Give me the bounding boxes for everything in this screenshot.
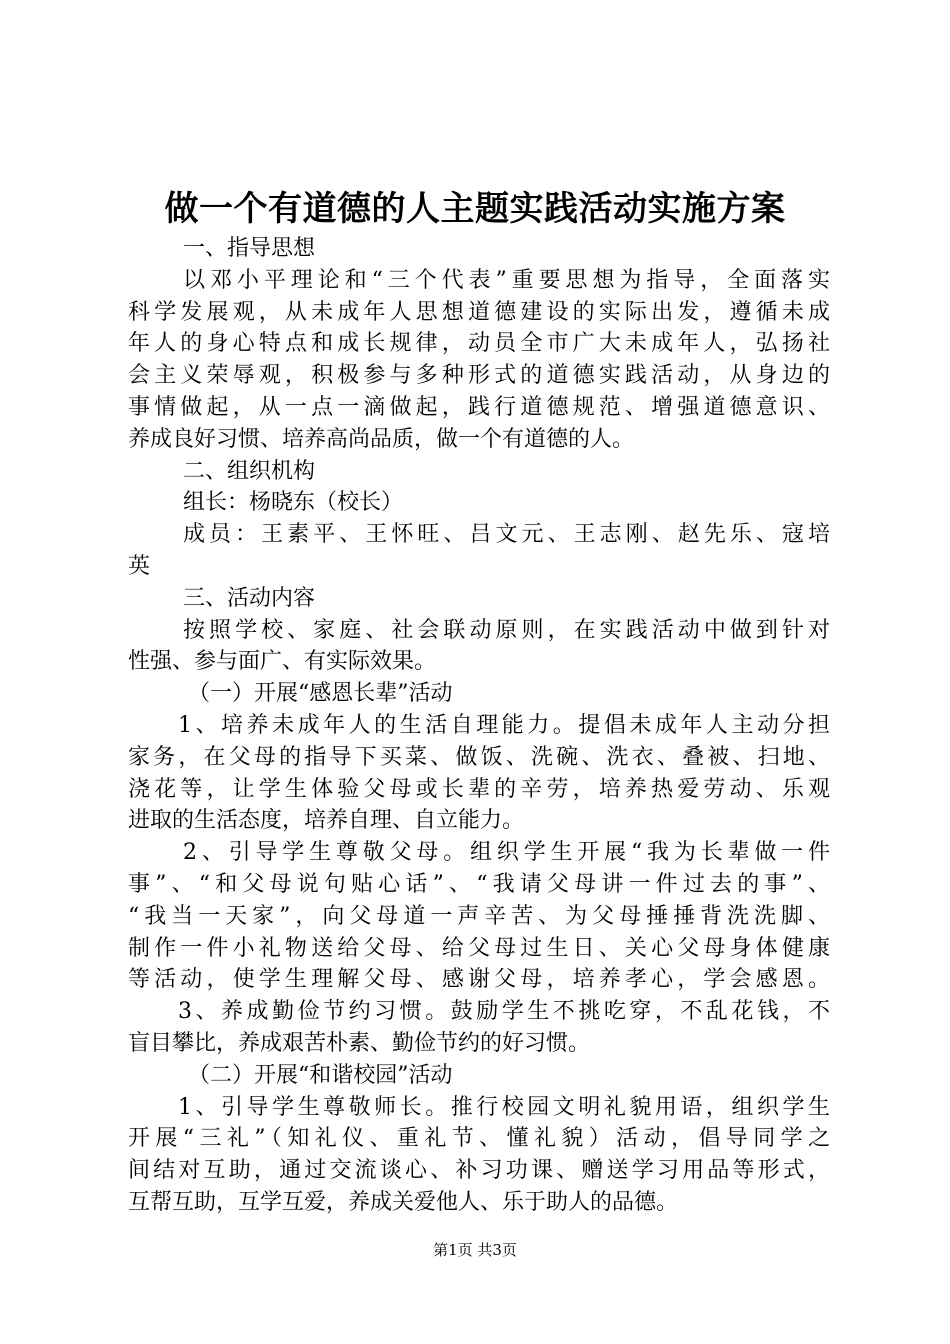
paragraph-line: 2、引导学生尊敬父母。组织学生开展“我为长辈做一件	[183, 840, 830, 866]
paragraph-line: 盲目攀比，养成艰苦朴素、勤俭节约的好习惯。	[128, 1030, 591, 1056]
paragraph-line: 科学发展观，从未成年人思想道德建设的实际出发，遵循未成	[128, 299, 830, 325]
paragraph-line: 制作一件小礼物送给父母、给父母过生日、关心父母身体健康	[128, 935, 830, 961]
section-heading: 三、活动内容	[183, 585, 316, 611]
paragraph-line: 开展“三礼”（知礼仪、重礼节、懂礼貌）活动，倡导同学之	[128, 1126, 830, 1152]
paragraph-line: 家务，在父母的指导下买菜、做饭、洗碗、洗衣、叠被、扫地、	[128, 744, 830, 770]
subsection-heading: （一）开展“感恩长辈”活动	[188, 681, 453, 707]
paragraph-line: 以邓小平理论和“三个代表”重要思想为指导，全面落实	[183, 267, 830, 293]
paragraph-line: 事情做起，从一点一滴做起，践行道德规范、增强道德意识、	[128, 394, 830, 420]
paragraph-line: 年人的身心特点和成长规律，动员全市广大未成年人，弘扬社	[128, 331, 830, 357]
paragraph-line: 成员：王素平、王怀旺、吕文元、王志刚、赵先乐、寇培	[183, 522, 830, 548]
subsection-heading: （二）开展“和谐校园”活动	[188, 1062, 453, 1088]
paragraph-line: 3、养成勤俭节约习惯。鼓励学生不挑吃穿，不乱花钱，不	[178, 999, 830, 1025]
paragraph-line: 英	[128, 553, 151, 579]
paragraph-line: 养成良好习惯、培养高尚品质，做一个有道德的人。	[128, 426, 635, 452]
page-footer: 第1页 共3页	[433, 1241, 517, 1259]
paragraph-line: 会主义荣辱观，积极参与多种形式的道德实践活动，从身边的	[128, 363, 830, 389]
document-title: 做一个有道德的人主题实践活动实施方案	[164, 189, 786, 229]
paragraph-line: 等活动，使学生理解父母、感谢父母，培养孝心，学会感恩。	[128, 967, 830, 993]
paragraph-line: 按照学校、家庭、社会联动原则，在实践活动中做到针对	[183, 617, 830, 643]
paragraph-line: 1、引导学生尊敬师长。推行校园文明礼貌用语，组织学生	[178, 1094, 830, 1120]
paragraph-line: 互帮互助，互学互爱，养成关爱他人、乐于助人的品德。	[128, 1189, 679, 1215]
paragraph-line: 浇花等，让学生体验父母或长辈的辛劳，培养热爱劳动、乐观	[128, 776, 830, 802]
paragraph-line: 1、培养未成年人的生活自理能力。提倡未成年人主动分担	[178, 712, 830, 738]
section-heading: 二、组织机构	[183, 458, 316, 484]
paragraph-line: 进取的生活态度，培养自理、自立能力。	[128, 808, 525, 834]
paragraph-line: 事”、“和父母说句贴心话”、“我请父母讲一件过去的事”、	[128, 871, 830, 897]
paragraph-line: “我当一天家”，向父母道一声辛苦、为父母捶捶背洗洗脚、	[128, 903, 830, 929]
section-heading: 一、指导思想	[183, 236, 316, 261]
paragraph-line: 性强、参与面广、有实际效果。	[128, 649, 437, 675]
paragraph-line: 间结对互助，通过交流谈心、补习功课、赠送学习用品等形式，	[128, 1158, 830, 1184]
document-body	[128, 233, 830, 1219]
paragraph-line: 组长：杨晓东（校长）	[183, 490, 404, 516]
